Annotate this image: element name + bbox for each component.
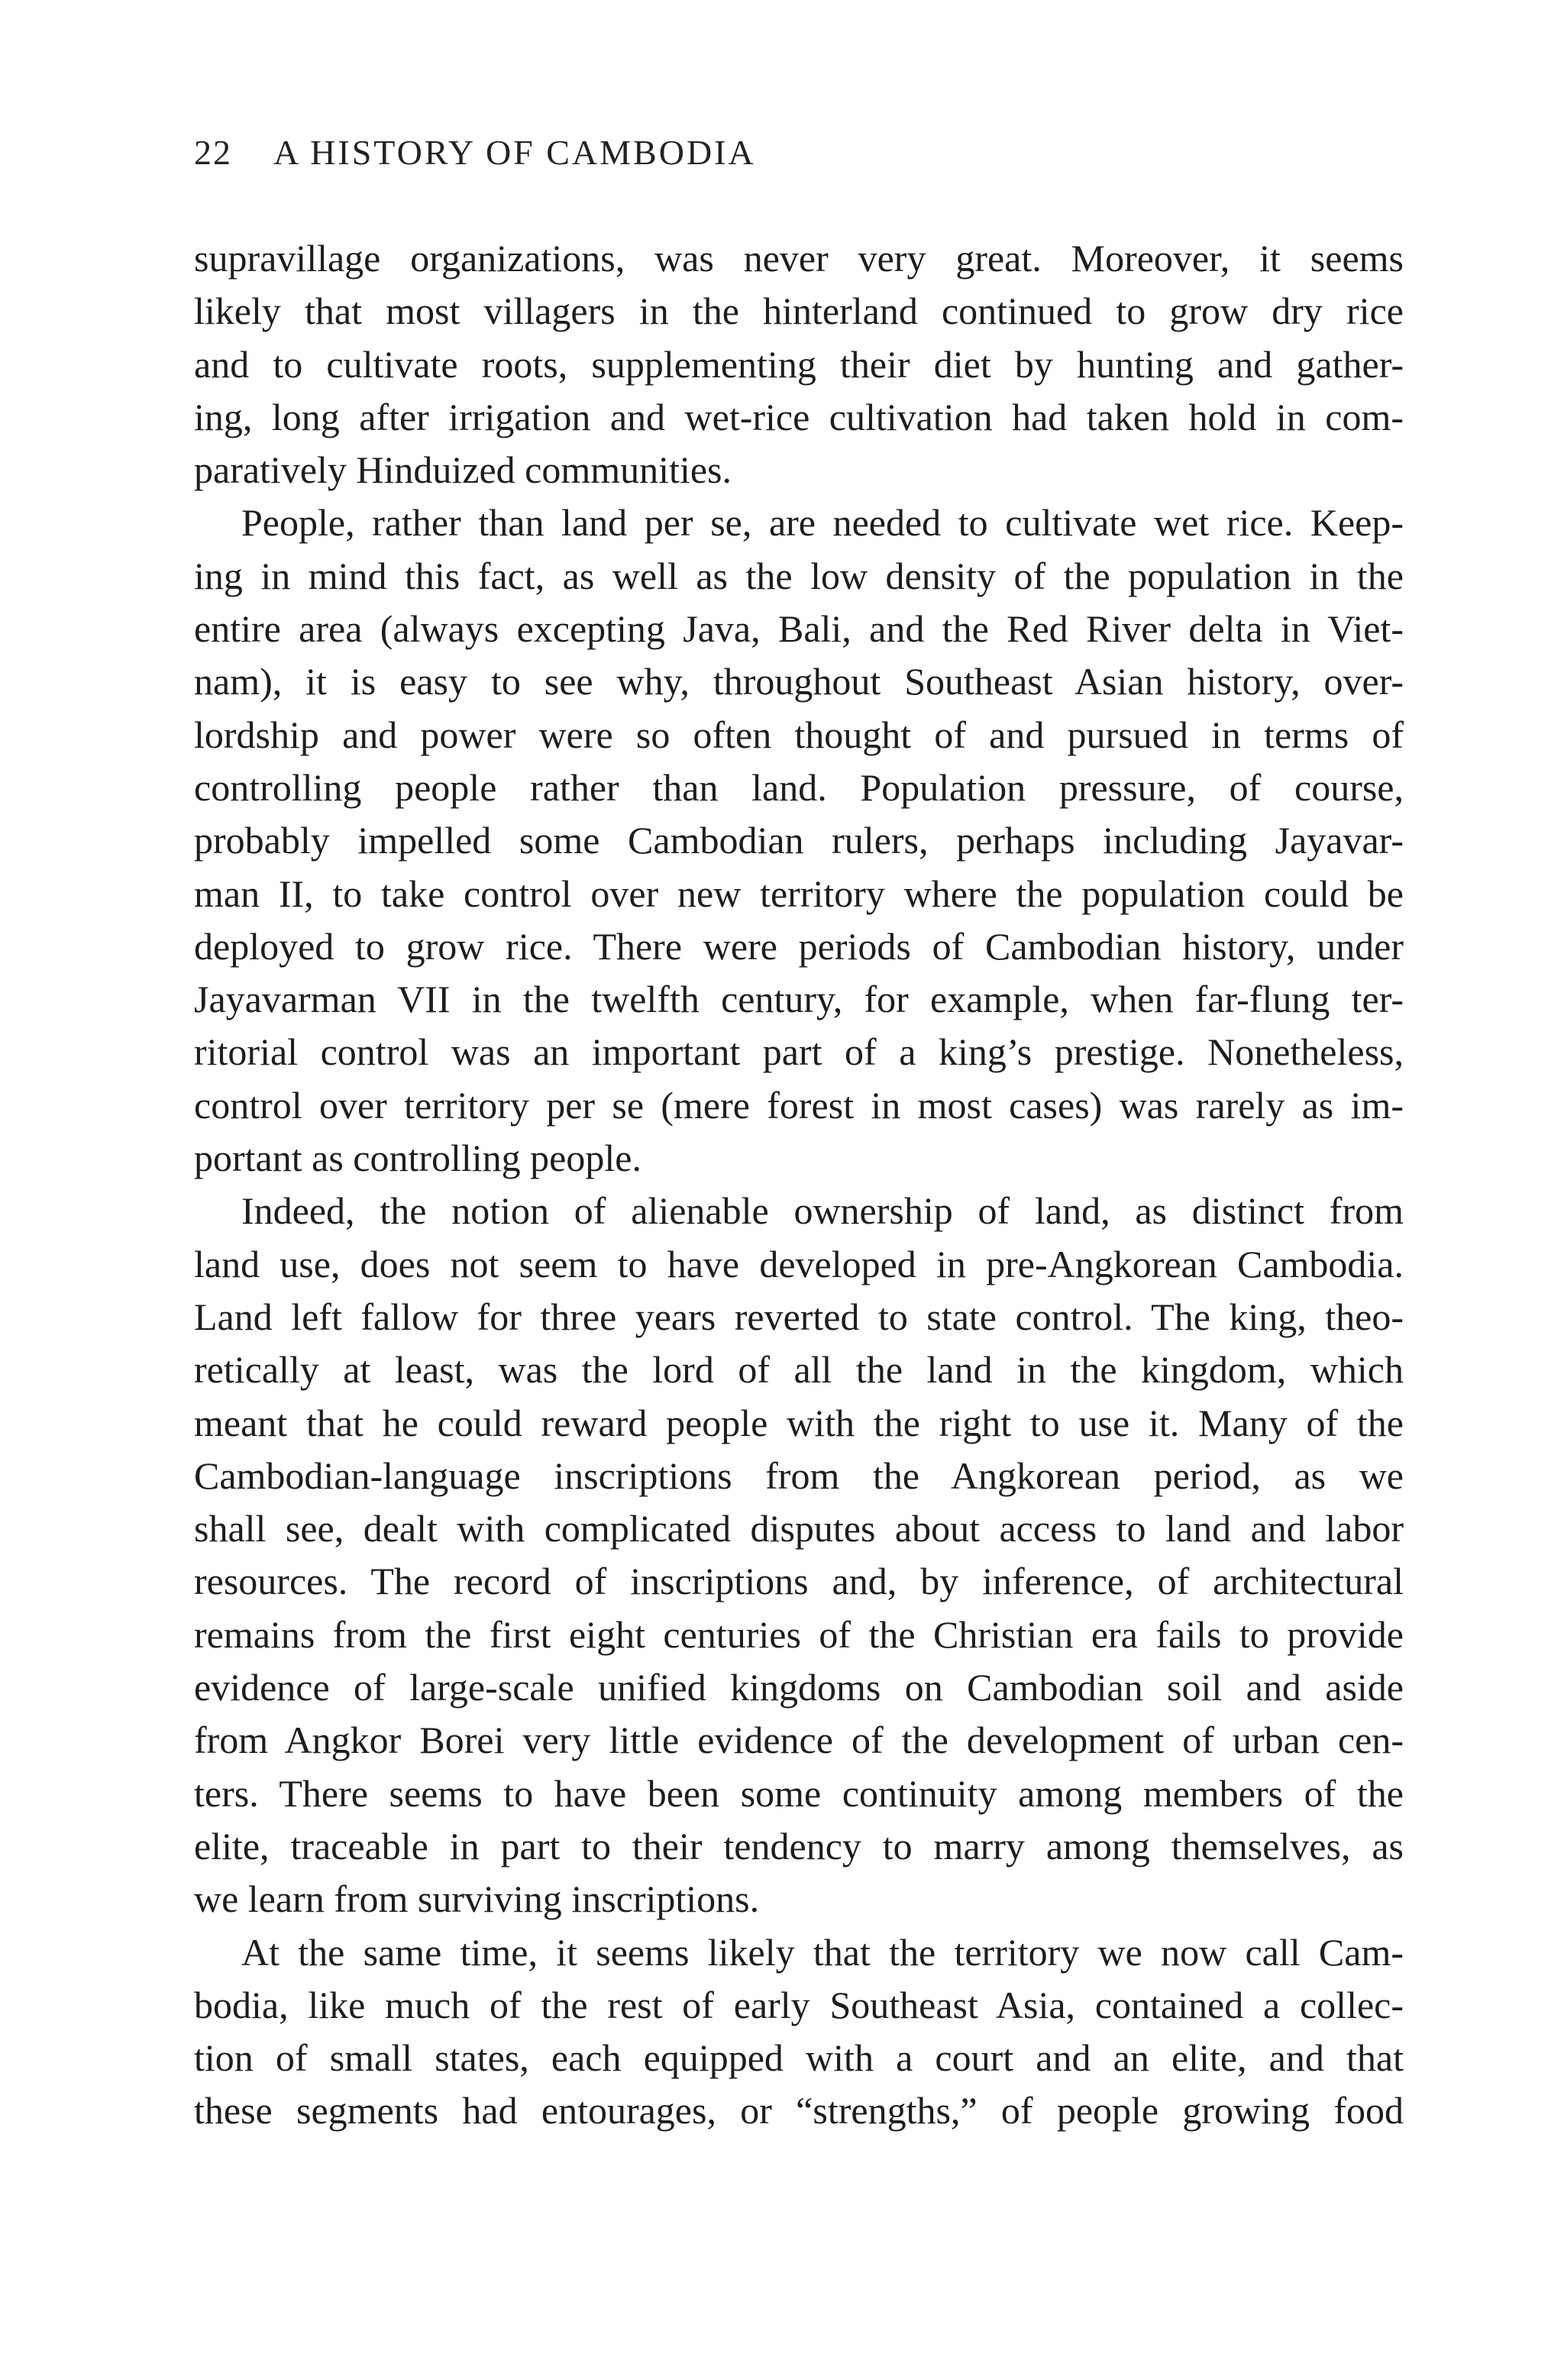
paragraph-4 bbox=[194, 1926, 1404, 2138]
paragraph-2 bbox=[194, 496, 1404, 1185]
paragraph-3 bbox=[194, 1185, 1404, 1926]
text-line: paratively Hinduized communities. bbox=[194, 448, 732, 492]
text-line: man II, to take control over new territory where the population could be bbox=[194, 871, 1404, 915]
text-line: People, rather than land per se, are needed to cultivate wet rice. Keep- bbox=[241, 501, 1404, 545]
text-line: elite, traceable in part to their tendency to marry among themselves, as bbox=[194, 1824, 1404, 1867]
text-line: shall see, dealt with complicated disputes about access to land and labor bbox=[194, 1507, 1404, 1551]
text-line: ters. There seems to have been some continuity among members of the bbox=[194, 1771, 1404, 1815]
text-line: from Angkor Borei very little evidence of the development of urban cen- bbox=[194, 1719, 1404, 1762]
text-line: evidence of large-scale unified kingdoms on Cambodian soil and aside bbox=[194, 1666, 1404, 1709]
text-line: bodia, like much of the rest of early Southeast Asia, contained a collec- bbox=[194, 1983, 1404, 2026]
book-title: A HISTORY OF CAMBODIA bbox=[273, 133, 756, 172]
text-line: ing, long after irrigation and wet-rice cultivation had taken hold in com- bbox=[194, 395, 1404, 438]
text-line: portant as controlling people. bbox=[194, 1137, 641, 1180]
body-text bbox=[194, 232, 1404, 2138]
text-line: nam), it is easy to see why, throughout Southeast Asian history, over- bbox=[194, 660, 1404, 703]
text-line: Indeed, the notion of alienable ownership of land, as distinct from bbox=[241, 1189, 1404, 1233]
text-line: ing in mind this fact, as well as the low density of the population in the bbox=[194, 554, 1404, 597]
text-line: supravillage organizations, was never very great. Moreover, it seems bbox=[194, 237, 1404, 280]
text-line: Land left fallow for three years reverted to state control. The king, theo- bbox=[194, 1295, 1404, 1338]
text-line: controlling people rather than land. Population pressure, of course, bbox=[194, 765, 1404, 809]
text-line: At the same time, it seems likely that the territory we now call Cam- bbox=[241, 1930, 1404, 1974]
text-line: Jayavarman VII in the twelfth century, for example, when far-flung ter- bbox=[194, 978, 1404, 1021]
text-line: probably impelled some Cambodian rulers, perhaps including Jayavar- bbox=[194, 819, 1404, 862]
text-line: remains from the first eight centuries of the Christian era fails to provide bbox=[194, 1612, 1404, 1656]
text-line: Cambodian-language inscriptions from the Angkorean period, as we bbox=[194, 1454, 1404, 1497]
text-line: retically at least, was the lord of all the land in the kingdom, which bbox=[194, 1348, 1404, 1392]
text-line: entire area (always excepting Java, Bali, and the Red River delta in Viet- bbox=[194, 607, 1404, 651]
text-line: likely that most villagers in the hinterland continued to grow dry rice bbox=[194, 289, 1404, 333]
text-line: meant that he could reward people with the right to use it. Many of the bbox=[194, 1401, 1404, 1444]
text-line: these segments had entourages, or “strengths,” of people growing food bbox=[194, 2089, 1404, 2133]
text-line: land use, does not seem to have developed in pre-Angkorean Cambodia. bbox=[194, 1242, 1404, 1285]
text-line: deployed to grow rice. There were periods of Cambodian history, under bbox=[194, 924, 1404, 968]
page-number: 22 bbox=[194, 133, 232, 172]
text-line: we learn from surviving inscriptions. bbox=[194, 1877, 760, 1921]
text-line: control over territory per se (mere forest in most cases) was rarely as im- bbox=[194, 1083, 1404, 1127]
text-line: ritorial control was an important part of a king’s prestige. Nonetheless, bbox=[194, 1030, 1404, 1074]
text-line: tion of small states, each equipped with a court and an elite, and that bbox=[194, 2036, 1404, 2080]
paragraph-1 bbox=[194, 232, 1404, 496]
text-line: and to cultivate roots, supplementing their diet by hunting and gather- bbox=[194, 342, 1404, 386]
text-line: resources. The record of inscriptions and, by inference, of architectural bbox=[194, 1560, 1404, 1603]
running-head bbox=[194, 128, 1404, 177]
text-line: lordship and power were so often thought of and pursued in terms of bbox=[194, 713, 1404, 756]
